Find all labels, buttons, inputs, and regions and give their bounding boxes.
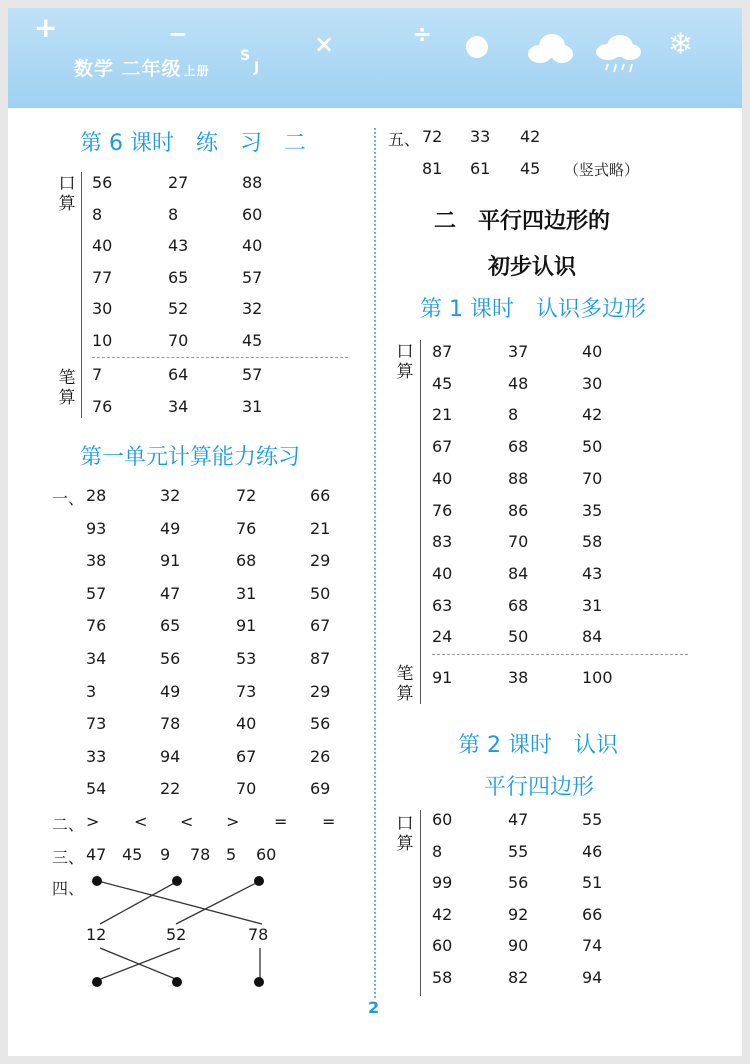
- answer-cell: 61: [470, 159, 491, 178]
- answer-cell: 60: [432, 810, 453, 829]
- answer-cell: 78: [190, 845, 211, 864]
- answer-cell: 68: [508, 437, 529, 457]
- compare-answer: <: [180, 812, 194, 831]
- answer-cell: 77: [92, 267, 113, 287]
- match-dot: [92, 876, 102, 886]
- answer-cell: 26: [310, 746, 331, 766]
- bracket-line: [420, 340, 421, 704]
- answer-cell: 91: [236, 616, 257, 636]
- lesson6-title: 第 6 课时 练 习 二: [80, 131, 306, 156]
- answer-cell: 50: [582, 437, 603, 457]
- answer-cell: 40: [582, 342, 603, 361]
- answer-cell: 49: [160, 518, 181, 538]
- lesson2-title-line1: 第 2 课时 认识: [458, 733, 618, 758]
- answer-cell: 45: [432, 373, 453, 393]
- answer-cell: 76: [92, 396, 113, 416]
- written-calc-label: 笔 算: [396, 664, 414, 704]
- answer-cell: 66: [582, 904, 603, 924]
- bracket-line: [420, 810, 421, 996]
- answer-cell: 22: [160, 779, 181, 799]
- answer-cell: 45: [242, 331, 263, 350]
- answer-cell: 42: [520, 127, 541, 146]
- subject-label: 数学 二年级: [74, 58, 182, 80]
- answer-cell: 67: [432, 437, 453, 457]
- answer-cell: 87: [310, 649, 331, 668]
- answer-cell: 47: [86, 845, 107, 864]
- compare-answer: >: [226, 812, 240, 831]
- match-dot: [254, 977, 264, 987]
- answer-cell: 70: [582, 468, 603, 488]
- compare-answer: <: [134, 812, 148, 831]
- answer-cell: 91: [432, 668, 453, 687]
- answer-cell: 37: [508, 342, 529, 361]
- q2-label: 二、: [52, 815, 85, 834]
- answer-cell: 43: [168, 236, 189, 256]
- answer-cell: 38: [508, 668, 529, 687]
- answer-cell: 86: [508, 500, 529, 520]
- answer-cell: 56: [508, 873, 529, 893]
- answer-cell: 72: [422, 127, 443, 146]
- answer-cell: 8: [92, 204, 103, 224]
- answer-cell: 45: [122, 845, 143, 864]
- badge-s: S: [240, 48, 251, 64]
- answer-cell: 82: [508, 968, 529, 987]
- answer-cell: 68: [236, 551, 257, 571]
- answer-cell: 5: [226, 845, 237, 864]
- lesson2-title-line2: 平行四边形: [484, 775, 595, 800]
- answer-cell: 45: [520, 159, 541, 178]
- answer-cell: 47: [508, 810, 529, 829]
- answer-cell: 57: [86, 583, 107, 603]
- answer-cell: 84: [582, 627, 603, 647]
- match-number: 78: [248, 925, 269, 944]
- answer-cell: 32: [160, 486, 181, 505]
- answer-cell: 69: [310, 779, 331, 799]
- answer-cell: 49: [160, 681, 181, 701]
- answer-cell: 68: [508, 595, 529, 615]
- answer-cell: 73: [86, 714, 107, 734]
- answer-cell: 56: [160, 649, 181, 668]
- answer-cell: 60: [432, 936, 453, 956]
- match-dot: [172, 876, 182, 886]
- answer-cell: 34: [168, 396, 189, 416]
- answer-cell: 56: [310, 714, 331, 734]
- q5-label: 五、: [388, 130, 421, 149]
- answer-cell: 9: [160, 845, 171, 864]
- answer-cell: 74: [582, 936, 603, 956]
- answer-cell: 55: [582, 810, 603, 829]
- match-number: 12: [86, 925, 107, 944]
- answer-cell: 88: [242, 173, 263, 192]
- snowflake-icon: ❄: [668, 27, 694, 62]
- times-icon: ×: [314, 30, 335, 58]
- dashed-separator: [432, 654, 688, 655]
- answer-cell: 50: [310, 583, 331, 603]
- volume-label: 上册: [183, 64, 210, 78]
- answer-cell: 91: [160, 551, 181, 571]
- answer-cell: 87: [432, 342, 453, 361]
- answer-cell: 58: [432, 968, 453, 987]
- match-dot: [172, 977, 182, 987]
- answer-cell: 70: [508, 532, 529, 552]
- answer-cell: 40: [92, 236, 113, 256]
- answer-cell: 34: [86, 649, 107, 668]
- answer-cell: 94: [160, 746, 181, 766]
- answer-cell: 84: [508, 563, 529, 583]
- answer-cell: 76: [86, 616, 107, 636]
- sun-icon: [466, 36, 488, 58]
- answer-cell: 50: [508, 627, 529, 647]
- badge-j: J: [254, 60, 260, 76]
- written-calc-label: 笔 算: [58, 368, 76, 408]
- q1-label: 一、: [52, 489, 85, 508]
- answer-cell: 40: [432, 563, 453, 583]
- answer-cell: 31: [236, 583, 257, 603]
- answer-cell: 94: [582, 968, 603, 987]
- answer-cell: 66: [310, 486, 331, 505]
- match-dot: [92, 977, 102, 987]
- answer-cell: 51: [582, 873, 603, 893]
- answer-cell: 40: [432, 468, 453, 488]
- answer-cell: 48: [508, 373, 529, 393]
- answer-cell: 90: [508, 936, 529, 956]
- answer-cell: 29: [310, 681, 331, 701]
- answer-cell: 55: [508, 841, 529, 861]
- match-number: 52: [166, 925, 187, 944]
- answer-cell: 40: [242, 236, 263, 256]
- rain-cloud-icon: [592, 34, 642, 78]
- answer-cell: 42: [582, 405, 603, 425]
- answer-cell: 8: [508, 405, 519, 425]
- answer-cell: 52: [168, 299, 189, 319]
- answer-cell: 21: [432, 405, 453, 425]
- lesson1-title: 第 1 课时 认识多边形: [420, 297, 646, 322]
- answer-cell: 60: [256, 845, 277, 864]
- answer-cell: 78: [160, 714, 181, 734]
- cloud-icon: [524, 32, 574, 66]
- answer-cell: 70: [168, 331, 189, 350]
- answer-cell: 56: [92, 173, 113, 192]
- chapter-title-line2: 初步认识: [488, 255, 577, 280]
- compare-answer: =: [274, 812, 288, 831]
- answer-cell: 67: [236, 746, 257, 766]
- answer-cell: 70: [236, 779, 257, 799]
- answer-cell: 47: [160, 583, 181, 603]
- plus-icon: +: [34, 11, 58, 44]
- q5-note: （竖式略）: [564, 161, 640, 179]
- answer-cell: 8: [168, 204, 179, 224]
- answer-cell: 38: [86, 551, 107, 571]
- answer-cell: 83: [432, 532, 453, 552]
- answer-cell: 93: [86, 518, 107, 538]
- answer-cell: 58: [582, 532, 603, 552]
- compare-answer: >: [86, 812, 100, 831]
- answer-cell: 8: [432, 841, 443, 861]
- answer-cell: 31: [242, 396, 263, 416]
- answer-cell: 76: [432, 500, 453, 520]
- answer-cell: 65: [168, 267, 189, 287]
- answer-cell: 32: [242, 299, 263, 319]
- answer-cell: 65: [160, 616, 181, 636]
- workbook-page: [8, 8, 742, 1056]
- divide-icon: ÷: [412, 20, 433, 48]
- answer-cell: 100: [582, 668, 613, 687]
- answer-cell: 88: [508, 468, 529, 488]
- answer-cell: 33: [470, 127, 491, 146]
- answer-cell: 67: [310, 616, 331, 636]
- answer-cell: 92: [508, 904, 529, 924]
- answer-cell: 63: [432, 595, 453, 615]
- q3-label: 三、: [52, 848, 85, 867]
- minus-icon: −: [168, 20, 189, 48]
- answer-cell: 31: [582, 595, 603, 615]
- answer-cell: 43: [582, 563, 603, 583]
- answer-cell: 57: [242, 365, 263, 384]
- answer-cell: 99: [432, 873, 453, 893]
- answer-cell: 24: [432, 627, 453, 647]
- oral-calc-label: 口 算: [58, 174, 76, 214]
- oral-calc-label: 口 算: [396, 814, 414, 854]
- oral-calc-label: 口 算: [396, 342, 414, 382]
- q4-label: 四、: [52, 879, 85, 898]
- answer-cell: 72: [236, 486, 257, 505]
- answer-cell: 27: [168, 173, 189, 192]
- answer-cell: 53: [236, 649, 257, 668]
- answer-cell: 3: [86, 681, 97, 701]
- answer-cell: 7: [92, 365, 103, 384]
- answer-cell: 30: [92, 299, 113, 319]
- answer-cell: 73: [236, 681, 257, 701]
- answer-cell: 35: [582, 500, 603, 520]
- unit-exercise-title: 第一单元计算能力练习: [80, 445, 301, 470]
- answer-cell: 40: [236, 714, 257, 734]
- answer-cell: 10: [92, 331, 113, 350]
- answer-cell: 21: [310, 518, 331, 538]
- answer-cell: 33: [86, 746, 107, 766]
- q4-matching-lines: [8, 8, 378, 1008]
- match-dot: [254, 876, 264, 886]
- answer-cell: 46: [582, 841, 603, 861]
- page-number: 2: [368, 998, 380, 1017]
- answer-cell: 29: [310, 551, 331, 571]
- answer-cell: 76: [236, 518, 257, 538]
- compare-answer: =: [322, 812, 336, 831]
- chapter-title-line1: 二 平行四边形的: [434, 209, 611, 234]
- answer-cell: 30: [582, 373, 603, 393]
- answer-cell: 64: [168, 365, 189, 384]
- answer-cell: 28: [86, 486, 107, 505]
- answer-cell: 54: [86, 779, 107, 799]
- answer-cell: 57: [242, 267, 263, 287]
- answer-cell: 42: [432, 904, 453, 924]
- answer-cell: 81: [422, 159, 443, 178]
- answer-cell: 60: [242, 204, 263, 224]
